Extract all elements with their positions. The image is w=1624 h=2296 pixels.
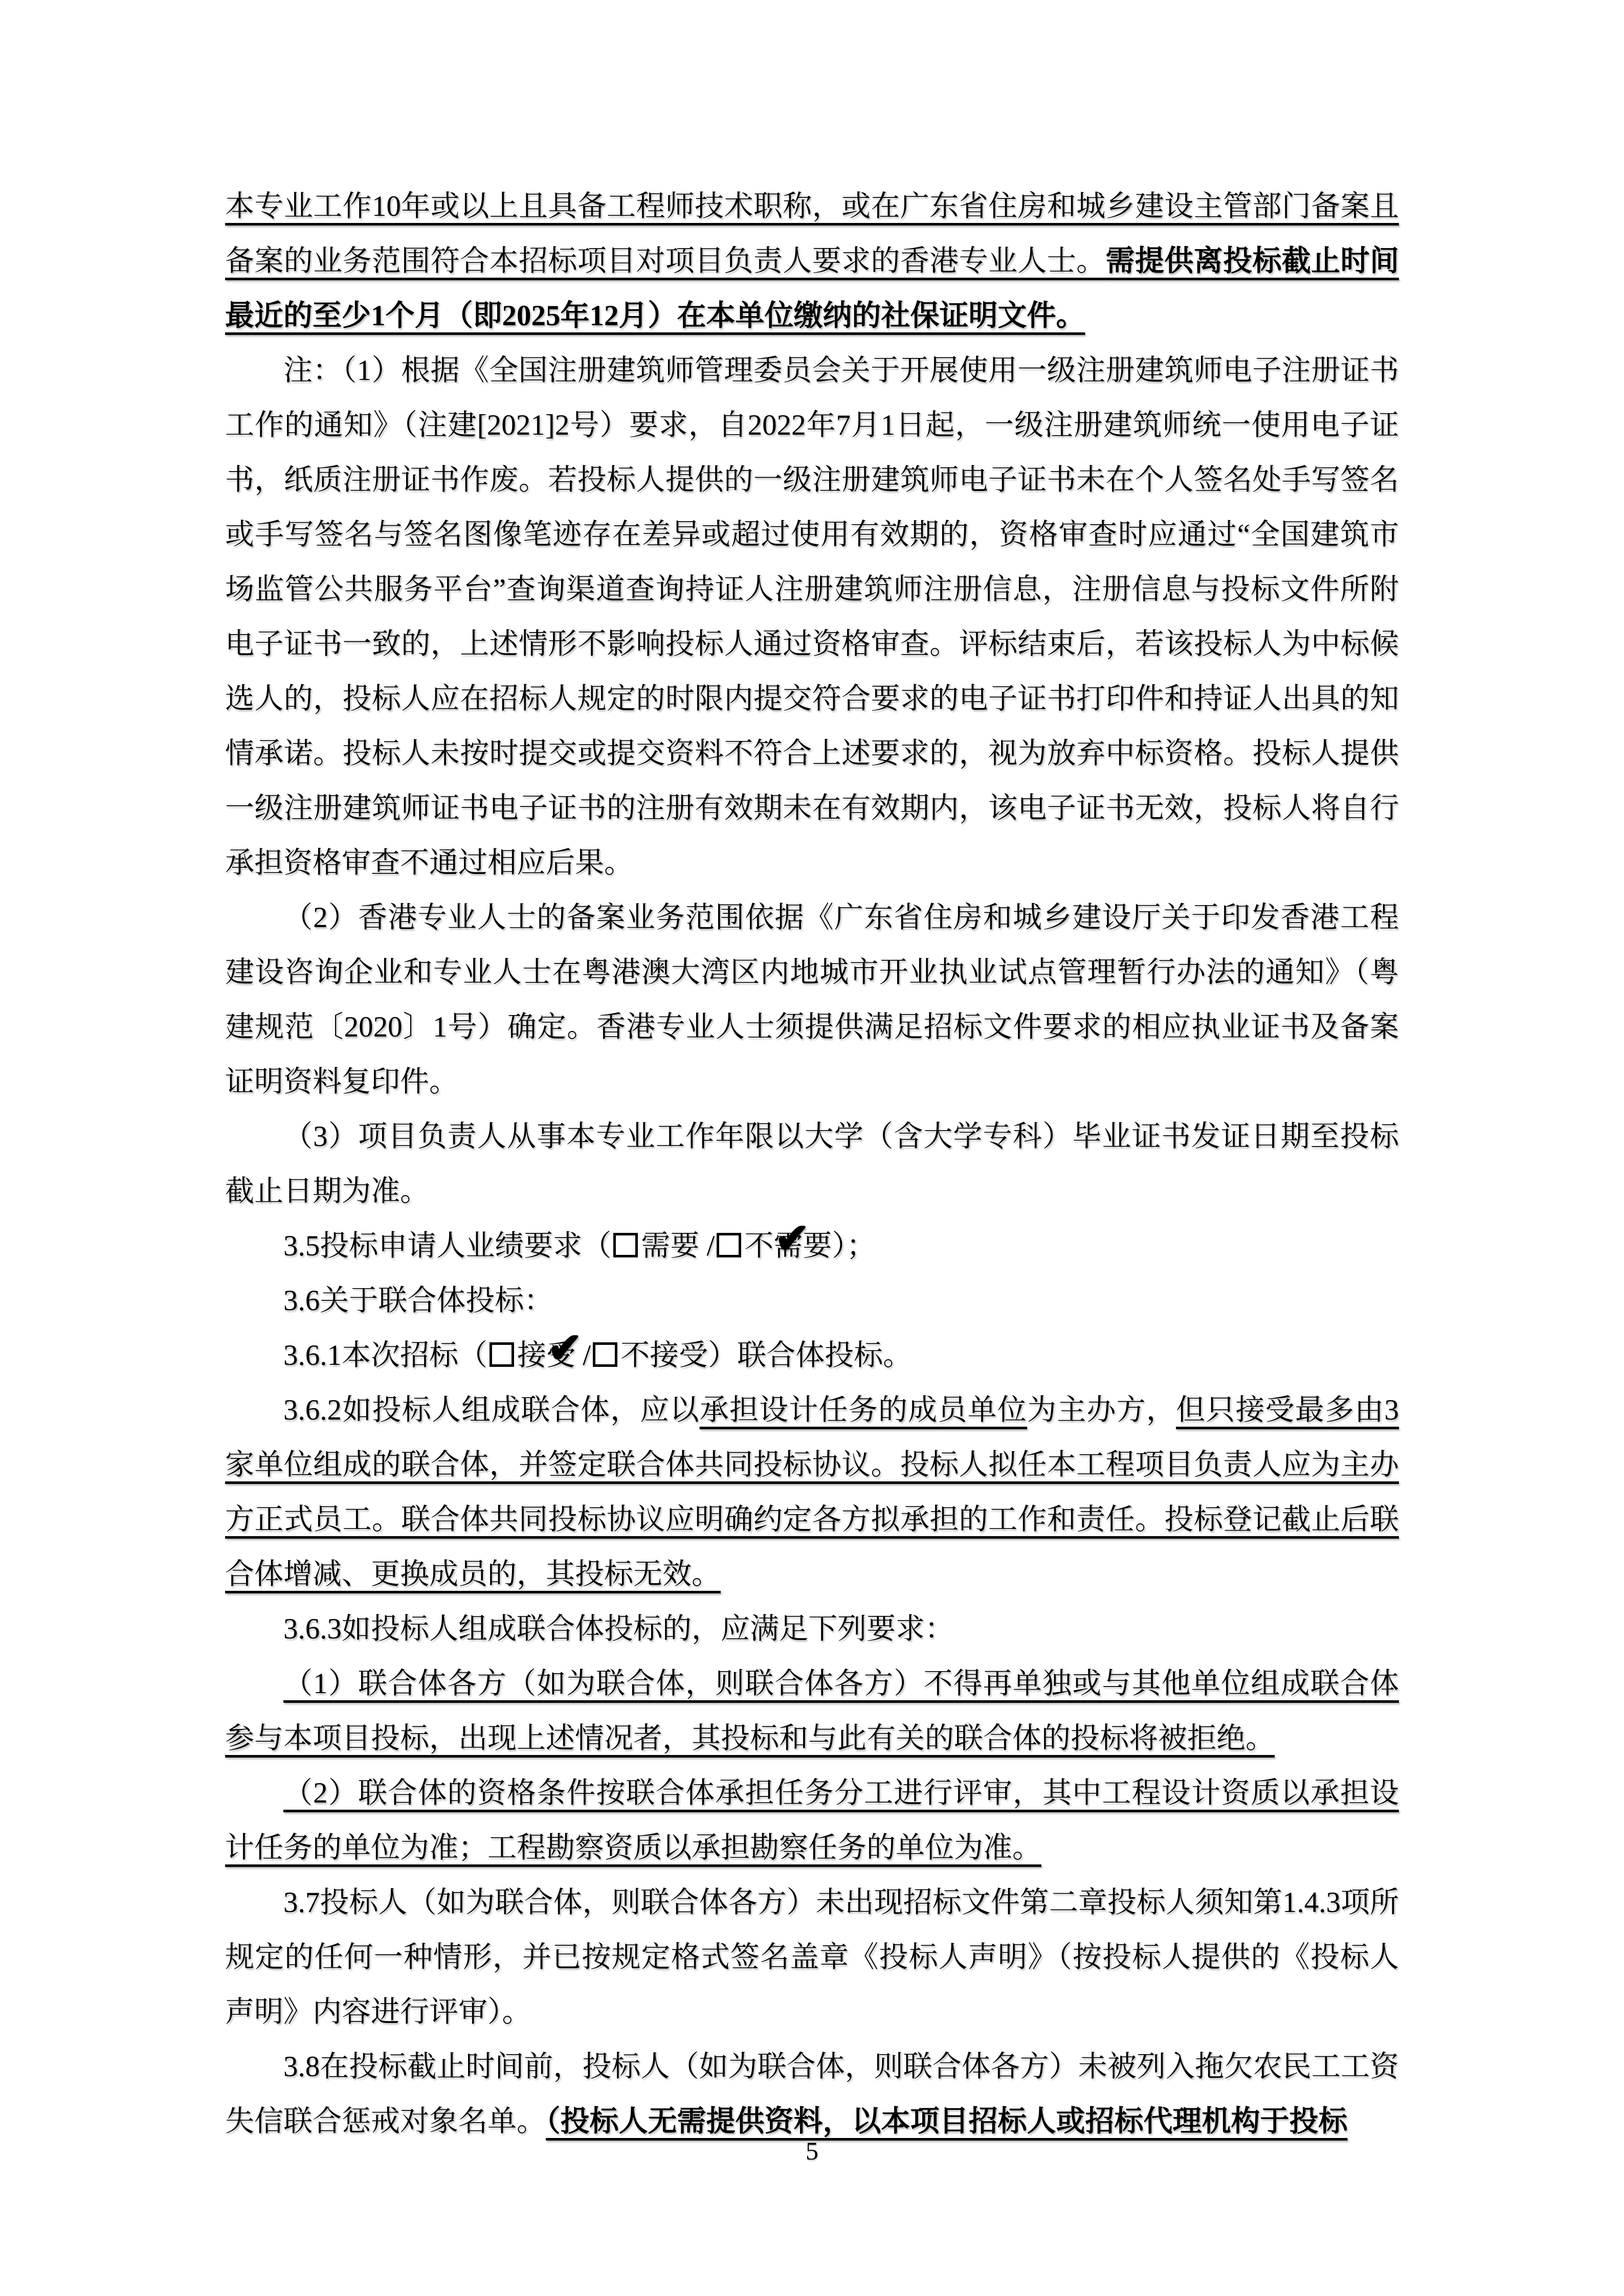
text-run: 3.6.2如投标人组成联合体，应以 — [283, 1394, 700, 1426]
text-run: （投标人无需提供资料，以本项目招标人或招标代理机构于投标 — [546, 2105, 1348, 2137]
text-run: 接受 / — [517, 1339, 591, 1371]
page-footer — [0, 2135, 1624, 2167]
text-run: 但只接受最多由3家单位组成的联合体，并签定联合体共同投标协议。投标人拟任本工程项目负责人应为主办方正式员工。联合体共同投标协议应明确约定各方拟承担的工作和责任。投标登记截止后联合体增减、更换成员的，其投标无效。 — [225, 1394, 1399, 1590]
paragraph — [225, 1273, 1399, 1328]
paragraph — [225, 1656, 1399, 1766]
paragraph — [225, 2039, 1399, 2149]
text-run: 为主办方， — [1027, 1394, 1176, 1426]
paragraph — [225, 343, 1399, 890]
paragraph — [225, 890, 1399, 1109]
text-run: 3.6关于联合体投标： — [283, 1285, 553, 1317]
paragraph — [225, 179, 1399, 343]
page-number: 5 — [806, 2136, 818, 2165]
text-run: （1）联合体各方（如为联合体，则联合体各方）不得再单独或与其他单位组成联合体参与本项目投标，出现上述情况者，其投标和与此有关的联合体的投标将被拒绝。 — [225, 1668, 1399, 1754]
checkbox-unchecked-icon — [613, 1233, 638, 1257]
text-run: 注：（1）根据《全国注册建筑师管理委员会关于开展使用一级注册建筑师电子注册证书工作的通知》（注建[2021]2号）要求，自2022年7月1日起，一级注册建筑师统一使用电子证书，纸质注册证书作废。若投标人提供的一级注册建筑师电子证书未在个人签名处手写签名或手写签名与签名图像笔迹存在差异或超过使用有效期的，资格审查时应通过“全国建筑市场监管公共服务平台”查询渠道查询持证人注册建筑师注册信息，注册信息与投标文件所附电子证书一致的，上述情形不影响投标人通过资格审查。评标结束后，若该投标人为中标候选人的，投标人应在招标人规定的时限内提交符合要求的电子证书打印件和持证人出具的知情承诺。投标人未按时提交或提交资料不符合上述要求的，视为放弃中标资格。投标人提供一级注册建筑师证书电子证书的注册有效期未在有效期内，该电子证书无效，投标人将自行承担资格审查不通过相应后果。 — [225, 354, 1399, 879]
text-run: 3.6.1本次招标（ — [283, 1339, 487, 1371]
text-run: 3.8在投标截止时间前，投标人（如为联合体，则联合体各方）未被列入拖欠农民工工资失信联合惩戒对象名单。 — [225, 2051, 1399, 2137]
paragraph — [225, 1219, 1399, 1273]
paragraph — [225, 1328, 1399, 1383]
text-run: 3.6.3如投标人组成联合体投标的，应满足下列要求： — [283, 1613, 954, 1645]
paragraph — [225, 1766, 1399, 1875]
text-run: 需要 / — [641, 1230, 715, 1262]
text-run: （2）联合体的资格条件按联合体承担任务分工进行评审，其中工程设计资质以承担设计任务的单位为准；工程勘察资质以承担勘察任务的单位为准。 — [225, 1777, 1399, 1864]
text-run: 需提供离投标截止时间最近的至少1个月（即2025年12月）在本单位缴纳的社保证明文件。 — [225, 245, 1399, 332]
checkbox-unchecked-icon — [593, 1342, 617, 1367]
text-run: 承担设计任务的成员单位 — [699, 1394, 1028, 1426]
text-run: （3）项目负责人从事本专业工作年限以大学（含大学专科）毕业证书发证日期至投标截止日期为准。 — [225, 1120, 1399, 1207]
paragraph — [225, 1383, 1399, 1602]
document-body — [225, 179, 1399, 2149]
text-run: 不需要）； — [744, 1230, 876, 1262]
text-run: （2）香港专业人士的备案业务范围依据《广东省住房和城乡建设厅关于印发香港工程建设咨询企业和专业人士在粤港澳大湾区内地城市开业执业试点管理暂行办法的通知》（粤建规范〔2020〕1号）确定。香港专业人士须提供满足招标文件要求的相应执业证书及备案证明资料复印件。 — [225, 902, 1399, 1098]
paragraph — [225, 1109, 1399, 1219]
paragraph — [225, 1602, 1399, 1656]
text-run: 本专业工作10年或以上且具备工程师技术职称，或在广东省住房和城乡建设主管部门备案且备案的业务范围符合本招标项目对项目负责人要求的香港专业人士。 — [225, 190, 1399, 277]
paragraph — [225, 1875, 1399, 2039]
text-run: 3.7投标人（如为联合体，则联合体各方）未出现招标文件第二章投标人须知第1.4.3项所规定的任何一种情形，并已按规定格式签名盖章《投标人声明》（按投标人提供的《投标人声明》内容进行评审）。 — [225, 1886, 1399, 2028]
checkbox-checked-icon — [717, 1233, 741, 1257]
text-run: 不接受）联合体投标。 — [620, 1339, 913, 1371]
checkbox-checked-icon — [490, 1342, 514, 1367]
text-run: 3.5投标申请人业绩要求（ — [283, 1230, 612, 1262]
